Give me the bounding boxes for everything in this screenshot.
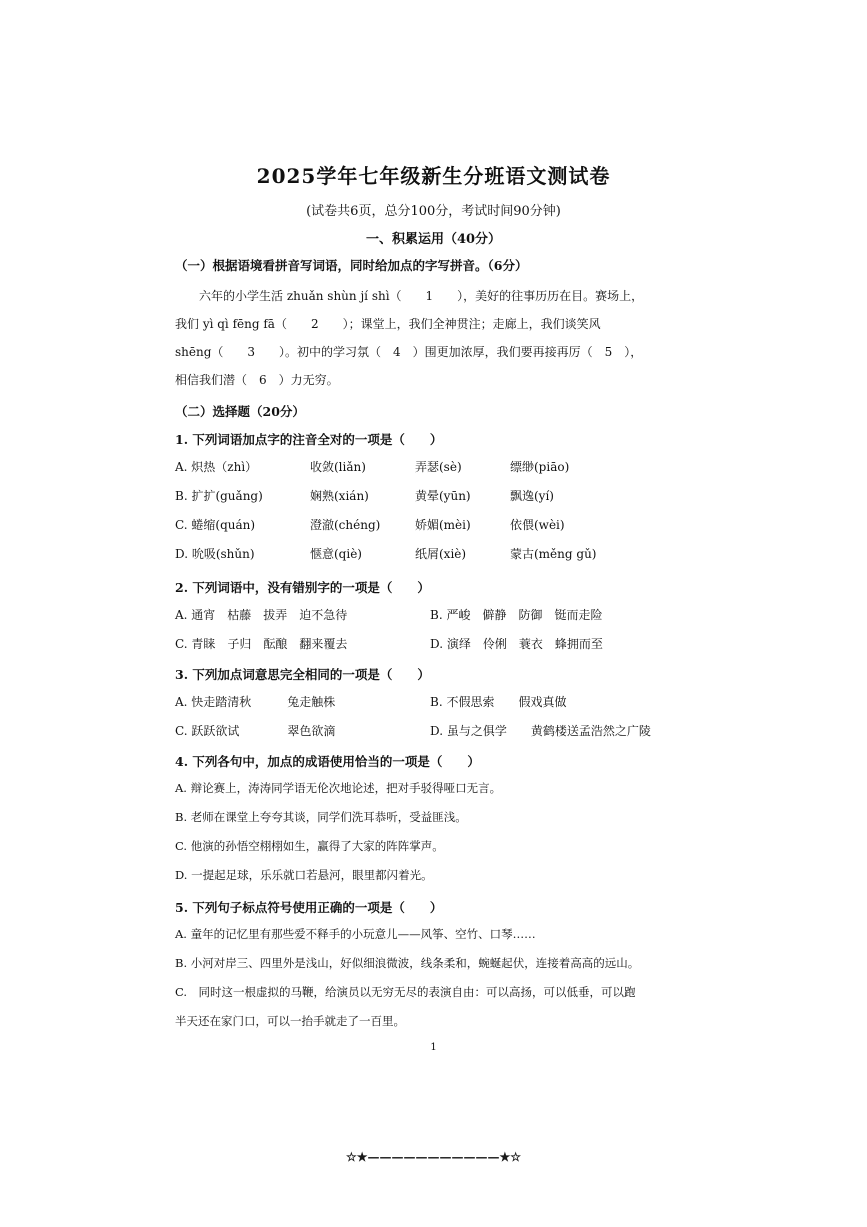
option-a: A. 童年的记忆里有那些爱不释手的小玩意儿——风筝、空竹、口琴…… [175,927,536,941]
question-stem: 5. 下列句子标点符号使用正确的一项是（ ） [175,900,443,915]
option-d-word: 蒙古(měng gǔ) [510,547,597,561]
question-3 [175,665,705,745]
option-c-continued: 半天还在家门口，可以一抬手就走了一百里。 [175,1014,405,1028]
section-heading: 一、积累运用（40分） [365,232,502,247]
option-row [175,452,705,481]
question-5 [175,898,705,1036]
option-a: A. 快走踏清秋 兔走触株 [175,695,336,709]
part2 [175,402,705,420]
option-a-word: A. 炽热（zhì） [175,460,258,474]
part1 [175,256,705,394]
option-c: C. 同时这一根虚拟的马鞭，给演员以无穷无尽的表演自由：可以高扬，可以低垂，可以跑 [175,985,636,999]
page-number: 1 [430,1042,437,1053]
option-b: B. 不假思索 假戏真做 [430,695,567,709]
option-c: C. 青睐 子归 酝酿 翻来覆去 [175,637,348,651]
option-c-word: 依偎(wèi) [510,518,565,532]
option-row [175,629,705,658]
option-a: A. 通宵 枯藤 拔弄 迫不急待 [175,608,348,622]
option-a: A. 辩论赛上，涛涛同学语无伦次地论述，把对手驳得哑口无言。 [175,781,502,795]
option-a-word: 收敛(liǎn) [310,460,366,474]
option-a-word: 缥缈(piāo) [510,460,570,474]
option-c-word: 澄澈(chéng) [310,518,381,532]
option-b-word: 娴熟(xián) [310,489,369,503]
option-c: C. 跃跃欲试 翠色欲滴 [175,724,336,738]
option-d-word: 惬意(qiè) [310,547,362,561]
part1-line: 我们 yì qì fēng fā（ 2 ）；课堂上，我们全神贯注；走廊上，我们谈笑风 [175,317,601,331]
exam-subtitle: (试卷共6页，总分100分，考试时间90分钟) [306,204,561,219]
option-d: D. 虽与之俱学 黄鹤楼送孟浩然之广陵 [430,724,651,738]
option-c: C. 他演的孙悟空栩栩如生，赢得了大家的阵阵掌声。 [175,839,444,853]
part2-heading: （二）选择题（20分） [175,404,305,419]
option-row [175,716,705,745]
question-stem: 4. 下列各句中，加点的成语使用恰当的一项是（ ） [175,754,480,769]
question-stem: 2. 下列词语中，没有错别字的一项是（ ） [175,580,430,595]
option-c-word: C. 蜷缩(quán) [175,518,256,532]
option-b: B. 小河对岸三、四里外是浅山，好似细浪微波，线条柔和，蜿蜒起伏，连接着高高的远山。 [175,956,640,970]
option-row [175,481,705,510]
option-b-word: 黄晕(yūn) [415,489,471,503]
part1-line: shēng（ 3 ）。初中的学习氛（ 4 ）围更加浓厚，我们要再接再厉（ 5 ）， [175,345,643,359]
question-stem: 3. 下列加点词意思完全相同的一项是（ ） [175,667,430,682]
option-d-word: D. 吮吸(shǔn) [175,547,255,561]
option-b-word: B. 扩扩(guǎng) [175,489,263,503]
option-c-word: 娇媚(mèi) [415,518,471,532]
option-b: B. 严峻 僻静 防御 铤而走险 [430,608,603,622]
option-d: D. 一提起足球，乐乐就口若悬河，眼里都闪着光。 [175,868,433,882]
option-row [175,687,705,716]
option-a-word: 弄瑟(sè) [415,460,462,474]
option-b-word: 飘逸(yí) [510,489,554,503]
option-b: B. 老师在课堂上夸夸其谈，同学们洗耳恭听，受益匪浅。 [175,810,467,824]
part1-heading: （一）根据语境看拼音写词语，同时给加点的字写拼音。（6分） [175,258,528,273]
footer-ornament: ☆★———————————★☆ [345,1150,522,1164]
question-2 [175,578,705,658]
option-row [175,539,705,568]
question-stem: 1. 下列词语加点字的注音全对的一项是（ ） [175,432,443,447]
question-4 [175,752,705,890]
option-d: D. 演绎 伶俐 蓑衣 蜂拥而至 [430,637,603,651]
question-1 [175,430,705,568]
exam-title: 2025学年七年级新生分班语文测试卷 [256,164,611,188]
part1-line: 六年的小学生活 zhuǎn shùn jí shì（ 1 ），美好的往事历历在目。赛场上， [199,289,644,303]
option-row [175,600,705,629]
option-row [175,510,705,539]
option-d-word: 纸屑(xiè) [415,547,467,561]
part1-line: 相信我们潜（ 6 ）力无穷。 [175,373,339,387]
